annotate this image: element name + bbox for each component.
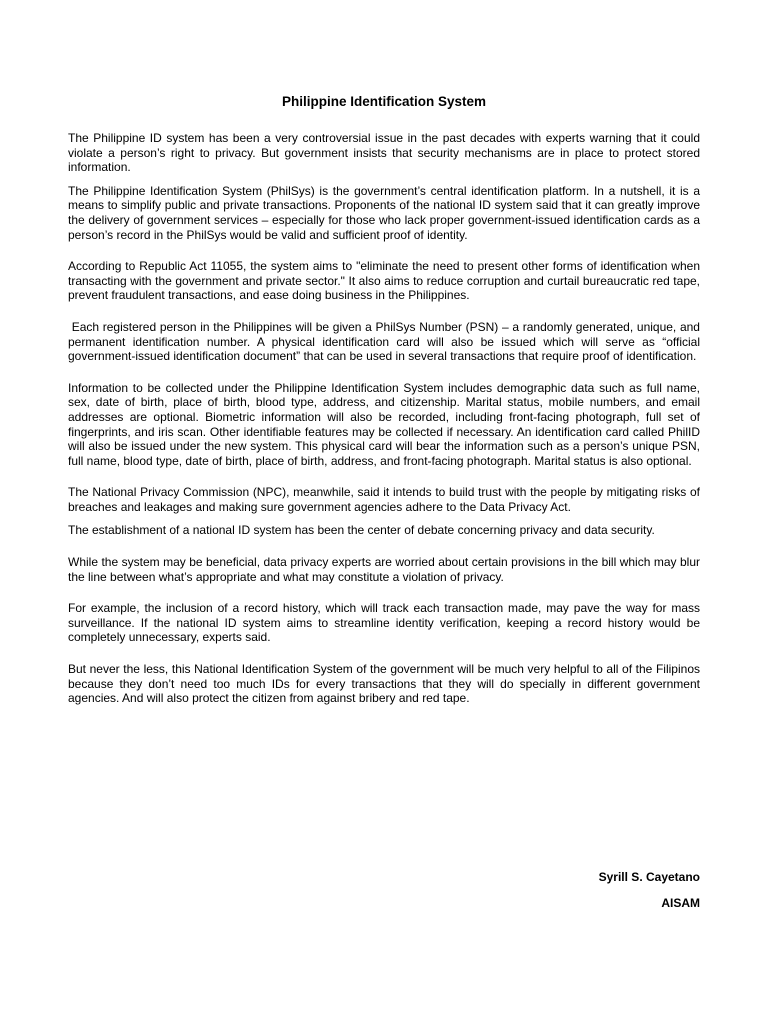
paragraph-psn: Each registered person in the Philippines will be given a PhilSys Number (PSN) – a randomly generated, unique, and permanent identification number. A physical identification card will also be issued which will serve as “official government-issued identification document” that can be used in several transactions that require proof of identification.	[68, 319, 704, 364]
signature-block	[599, 870, 700, 910]
author-affiliation: AISAM	[661, 896, 700, 910]
paragraph-information-collected: Information to be collected under the Philippine Identification System includes demographic data such as full name, sex, date of birth, place of birth, blood type, address, and citizenship. Marital status, mobile numbers, and email addresses are optional. Biometric information will also be recorded, including front-facing photograph, full set of fingerprints, and iris scan. Other identifiable features may be collected if necessary. An identification card called PhilID will also be issued under the new system. This physical card will bear the information such as a person’s unique PSN, full name, blood type, date of birth, place of birth, address, and front-facing photograph. Marital status is also optional.	[68, 380, 700, 468]
author-name: Syrill S. Cayetano	[598, 870, 700, 884]
paragraph-philsys-definition: The Philippine Identification System (PhilSys) is the government’s central identification platform. In a nutshell, it is a means to simplify public and private transactions. Proponents of the national ID system said that it can greatly improve the delivery of government services – especially for those who lack proper government-issued identification cards as a person’s record in the PhilSys would be valid and sufficient proof of identity.	[68, 183, 700, 242]
paragraph-conclusion: But never the less, this National Identification System of the government will be much very helpful to all of the Filipinos because they don’t need too much IDs for every transactions that they will do specially in different government agencies. And will also protect the citizen from against bribery and red tape.	[68, 662, 700, 706]
paragraph-debate: The establishment of a national ID system has been the center of debate concerning privacy and data security.	[68, 523, 655, 538]
paragraph-republic-act: According to Republic Act 11055, the system aims to "eliminate the need to present other forms of identification when transacting with the government and private sector." It also aims to reduce corruption and curtail bureaucratic red tape, prevent fraudulent transactions, and ease doing business in the Philippines.	[68, 259, 700, 303]
document-page	[68, 93, 704, 706]
paragraph-npc: The National Privacy Commission (NPC), meanwhile, said it intends to build trust with the people by mitigating risks of breaches and leakages and making sure government agencies adhere to the Data Privacy Act.	[68, 485, 700, 514]
paragraph-record-history: For example, the inclusion of a record history, which will track each transaction made, may pave the way for mass surveillance. If the national ID system aims to streamline identity verification, keeping a record history would be completely unnecessary, experts said.	[68, 601, 700, 645]
document-title: Philippine Identification System	[281, 94, 487, 109]
paragraph-privacy-concerns: While the system may be beneficial, data privacy experts are worried about certain provisions in the bill which may blur the line between what’s appropriate and what may constitute a violation of privacy.	[68, 555, 700, 584]
paragraph-intro: The Philippine ID system has been a very controversial issue in the past decades with experts warning that it could violate a person’s right to privacy. But government insists that security mechanisms are in place to protect stored information.	[68, 131, 700, 175]
